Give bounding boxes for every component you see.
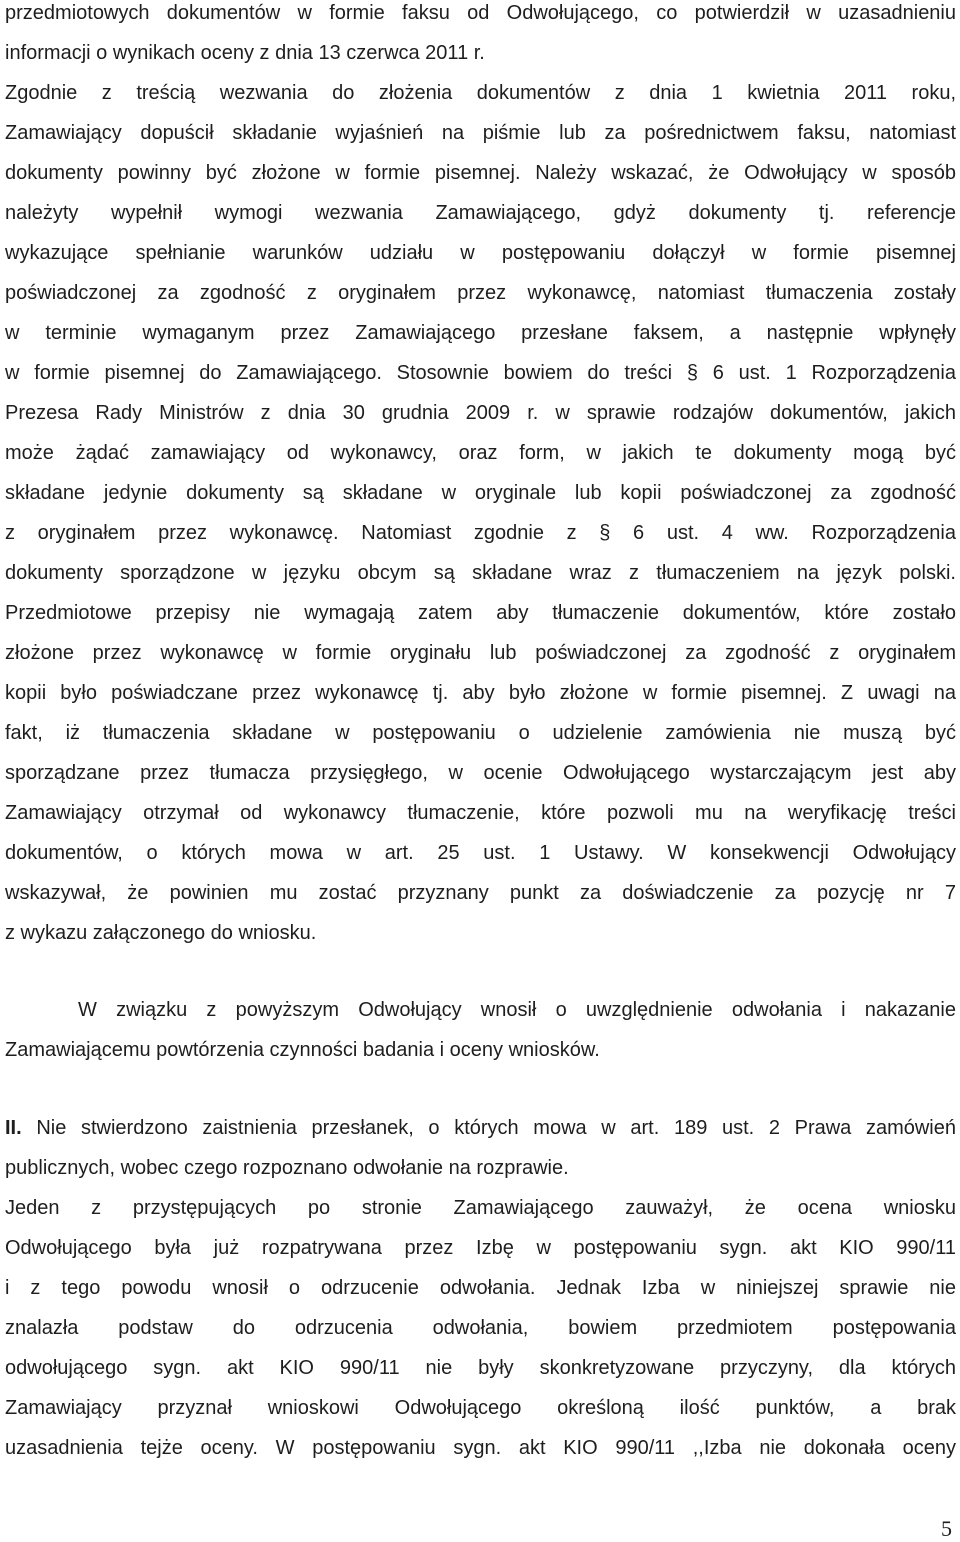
page-number: 5 xyxy=(941,1516,952,1541)
text-line: z wykazu załączonego do wniosku. xyxy=(5,922,317,944)
section-line: odwołującego sygn. akt KIO 990/11 nie były skonkretyzowane przyczyny, dla których xyxy=(5,1357,956,1379)
text-line: wykazujące spełnianie warunków udziału w postępowaniu dołączył w formie pisemnej xyxy=(5,242,956,264)
text-line: Przedmiotowe przepisy nie wymagają zatem aby tłumaczenie dokumentów, które zostało xyxy=(5,602,956,624)
text-line: Zamawiający otrzymał od wykonawcy tłumaczenie, które pozwoli mu na weryfikację treści xyxy=(5,802,956,824)
section-first-line: Nie stwierdzono zaistnienia przesłanek, o których mowa w art. 189 ust. 2 Prawa zamówień xyxy=(36,1117,956,1139)
text-line: dokumenty sporządzone w języku obcym są składane wraz z tłumaczeniem na język polski. xyxy=(5,562,956,584)
text-line: w formie pisemnej do Zamawiającego. Stosownie bowiem do treści § 6 ust. 1 Rozporządzenia xyxy=(5,362,956,384)
section-number: II. xyxy=(5,1117,22,1139)
section-heading-line xyxy=(5,1113,956,1143)
conclusion-line: W związku z powyższym Odwołujący wnosił o uwzględnienie odwołania i nakazanie xyxy=(78,999,956,1021)
text-line: Zgodnie z treścią wezwania do złożenia dokumentów z dnia 1 kwietnia 2011 roku, xyxy=(5,82,956,104)
text-line: fakt, iż tłumaczenia składane w postępowaniu o udzielenie zamówienia nie muszą być xyxy=(5,722,956,744)
text-line: należyty wypełnił wymogi wezwania Zamawiającego, gdyż dokumenty tj. referencje xyxy=(5,202,956,224)
text-line: Prezesa Rady Ministrów z dnia 30 grudnia 2009 r. w sprawie rodzajów dokumentów, jakich xyxy=(5,402,956,424)
text-line: kopii było poświadczane przez wykonawcę tj. aby było złożone w formie pisemnej. Z uwagi na xyxy=(5,682,956,704)
text-line: wskazywał, że powinien mu zostać przyznany punkt za doświadczenie za pozycję nr 7 xyxy=(5,882,956,904)
text-line: informacji o wynikach oceny z dnia 13 czerwca 2011 r. xyxy=(5,42,485,64)
section-line: publicznych, wobec czego rozpoznano odwołanie na rozprawie. xyxy=(5,1157,569,1179)
section-line: znalazła podstaw do odrzucenia odwołania, bowiem przedmiotem postępowania xyxy=(5,1317,956,1339)
text-line: w terminie wymaganym przez Zamawiającego przesłane faksem, a następnie wpłynęły xyxy=(5,322,956,344)
text-line: może żądać zamawiający od wykonawcy, oraz form, w jakich te dokumenty mogą być xyxy=(5,442,956,464)
text-line: złożone przez wykonawcę w formie oryginału lub poświadczonej za zgodność z oryginałem xyxy=(5,642,956,664)
section-line: Odwołującego była już rozpatrywana przez Izbę w postępowaniu sygn. akt KIO 990/11 xyxy=(5,1237,956,1259)
text-line: Zamawiający dopuścił składanie wyjaśnień na piśmie lub za pośrednictwem faksu, natomiast xyxy=(5,122,956,144)
text-line: sporządzane przez tłumacza przysięgłego, w ocenie Odwołującego wystarczającym jest aby xyxy=(5,762,956,784)
section-line: uzasadnienia tejże oceny. W postępowaniu sygn. akt KIO 990/11 ,,Izba nie dokonała oceny xyxy=(5,1437,956,1459)
section-line: Zamawiający przyznał wnioskowi Odwołującego określoną ilość punktów, a brak xyxy=(5,1397,956,1419)
section-line: i z tego powodu wnosił o odrzucenie odwołania. Jednak Izba w niniejszej sprawie nie xyxy=(5,1277,956,1299)
text-line: składane jedynie dokumenty są składane w oryginale lub kopii poświadczonej za zgodność xyxy=(5,482,956,504)
conclusion-line: Zamawiającemu powtórzenia czynności badania i oceny wniosków. xyxy=(5,1039,600,1061)
section-line: Jeden z przystępujących po stronie Zamawiającego zauważył, że ocena wniosku xyxy=(5,1197,956,1219)
text-line: dokumentów, o których mowa w art. 25 ust. 1 Ustawy. W konsekwencji Odwołujący xyxy=(5,842,956,864)
text-line: dokumenty powinny być złożone w formie pisemnej. Należy wskazać, że Odwołujący w sposób xyxy=(5,162,956,184)
text-line: z oryginałem przez wykonawcę. Natomiast zgodnie z § 6 ust. 4 ww. Rozporządzenia xyxy=(5,522,956,544)
text-line: przedmiotowych dokumentów w formie faksu od Odwołującego, co potwierdził w uzasadnieniu xyxy=(5,2,956,24)
text-line: poświadczonej za zgodność z oryginałem przez wykonawcę, natomiast tłumaczenia zostały xyxy=(5,282,956,304)
